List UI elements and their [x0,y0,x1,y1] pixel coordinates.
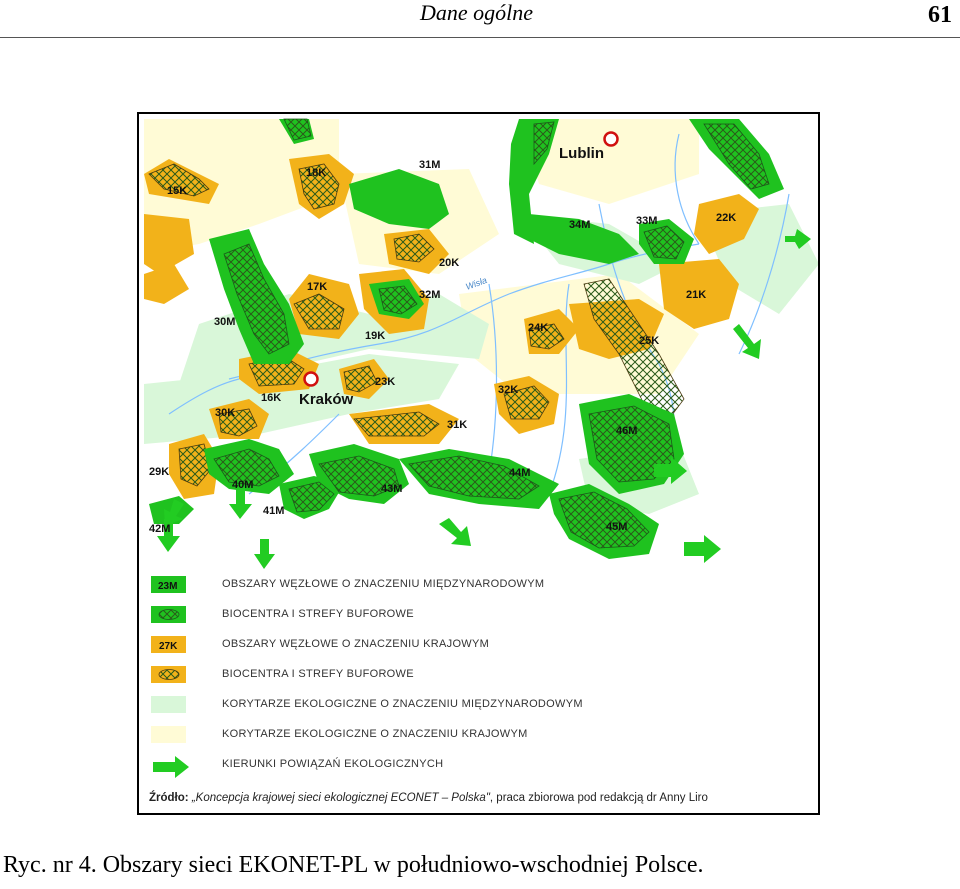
legend-text: OBSZARY WĘZŁOWE O ZNACZENIU KRAJOWYM [222,638,490,650]
legend-swatch-hatch [159,670,179,680]
area-label: 30K [215,407,236,419]
area-label: 15K [167,185,188,197]
legend-text: BIOCENTRA I STREFY BUFOROWE [222,668,414,680]
legend-swatch-hatch [159,610,179,620]
legend-text: KIERUNKI POWIĄZAŃ EKOLOGICZNYCH [222,758,444,770]
direction-arrow [733,324,761,359]
source-prefix: Źródło: [149,792,189,804]
area-label: 42M [149,523,171,535]
legend-text: KORYTARZE EKOLOGICZNE O ZNACZENIU MIĘDZYNARODOWYM [222,698,583,710]
area-misc [144,214,194,274]
area-label: 40M [232,479,254,491]
source-note [149,792,708,804]
direction-arrow [684,535,721,563]
source-suffix: , praca zbiorowa pod redakcją dr Anny Liro [489,792,708,804]
area-label: 29K [149,466,170,478]
legend-swatch [151,726,186,743]
area-label: 25K [639,335,660,347]
area-label: 30M [214,316,236,328]
area-label: 17K [307,281,328,293]
area-label: 41M [263,505,285,517]
river-label: Wisła [464,274,489,292]
legend-text: OBSZARY WĘZŁOWE O ZNACZENIU MIĘDZYNARODOWYM [222,578,545,590]
area-label: 31K [447,419,468,431]
legend-text: BIOCENTRA I STREFY BUFOROWE [222,608,414,620]
area-label: 21K [686,289,707,301]
area-label: 32K [498,384,519,396]
area-label: 33M [636,215,658,227]
city-label: Lublin [559,145,604,162]
legend-swatch-label: 27K [159,641,178,652]
map-figure [137,112,820,815]
area-label: 34M [569,219,591,231]
area-misc [144,264,189,304]
area-label: 18K [306,167,327,179]
area-label: 45M [606,521,628,533]
area-label: 43M [381,483,403,495]
city-marker-krakow [305,373,318,386]
area-label: 32M [419,289,441,301]
area-label: 19K [365,330,386,342]
direction-arrow [254,539,275,569]
direction-arrow [439,518,471,546]
area-label: 24K [528,322,549,334]
area-label: 44M [509,467,531,479]
header-rule [0,37,960,38]
figure-caption: Ryc. nr 4. Obszary sieci EKONET-PL w południowo-wschodniej Polsce. [3,852,704,878]
legend-arrow [153,756,189,778]
area-label: 16K [261,392,282,404]
area-label: 23K [375,376,396,388]
header-title: Dane ogólne [420,0,534,25]
area-label: 20K [439,257,460,269]
legend-swatch-label: 23M [158,581,178,592]
source-title: „Koncepcja krajowej sieci ekologicznej ECONET – Polska" [191,792,490,804]
area-label: 31M [419,159,441,171]
city-label: Kraków [299,391,354,408]
area-label: 22K [716,212,737,224]
page-number: 61 [928,2,952,28]
area-label: 46M [616,425,638,437]
legend-text: KORYTARZE EKOLOGICZNE O ZNACZENIU KRAJOWYM [222,728,528,740]
legend-swatches [151,576,189,778]
legend-swatch [151,696,186,713]
city-marker-lublin [605,133,618,146]
